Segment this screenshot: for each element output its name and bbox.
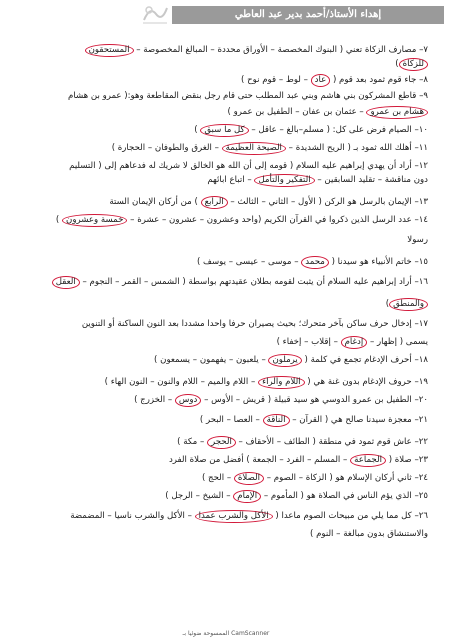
circled-answer: الناقة bbox=[263, 414, 290, 427]
question-line bbox=[22, 234, 428, 246]
question-line bbox=[22, 142, 428, 155]
circled-answer: كل ما سبق bbox=[200, 124, 248, 137]
question-line bbox=[22, 74, 428, 87]
question-line bbox=[22, 174, 428, 187]
question-text: – الطفيل بن عمرو الدوسي هو سيد قبيلة ( قريش – الأوس – bbox=[201, 395, 419, 405]
question-line bbox=[22, 106, 428, 119]
question-line bbox=[22, 490, 428, 503]
question-number: ١٥ bbox=[418, 257, 428, 267]
footer-text: CamScanner الممسوحة ضوئيا بـ bbox=[182, 630, 270, 637]
question-tail: ) bbox=[194, 125, 201, 135]
question-tail: – الشيخ – الرجل ) bbox=[165, 491, 234, 501]
question-line bbox=[22, 256, 428, 269]
circled-answer: إدغام bbox=[341, 336, 368, 349]
question-tail: – لوط – قوم نوح ) bbox=[241, 75, 311, 85]
question-number: ٢٣ bbox=[418, 455, 428, 465]
question-tail: ) من أركان الإيمان الستة bbox=[109, 197, 201, 207]
question-text: يسمى ( إظهار – bbox=[367, 337, 428, 347]
question-text: – الذي يؤم الناس في الصلاة هو ( المأموم – bbox=[261, 491, 419, 501]
circled-answer: الجماعة bbox=[350, 454, 386, 467]
header-title: إهداء الأستاذ/أحمد بدير عبد العاطي bbox=[234, 9, 382, 20]
circled-answer: التفكير والتأمل bbox=[254, 174, 314, 187]
question-number: ٢٥ bbox=[418, 491, 428, 501]
question-text: – الصيام فرض على كل: ( مسلم–بالغ – عاقل – bbox=[248, 125, 419, 135]
circled-answer: الإمام bbox=[233, 490, 261, 503]
question-tail: ) bbox=[395, 59, 399, 69]
question-line bbox=[22, 214, 428, 227]
question-number: ٢١ bbox=[418, 415, 428, 425]
circled-answer: للزكاة bbox=[399, 58, 428, 71]
question-text: – مصارف الزكاة تعني ( البنوك المخصصة – الأوراق محددة – المبالغ المخصوصة – bbox=[133, 45, 424, 55]
circled-answer: اللام والراء bbox=[258, 376, 305, 389]
question-text: – كل مما يلي من مبيحات الصوم ماعدا ( bbox=[272, 511, 419, 521]
question-number: ٢٦ bbox=[418, 511, 428, 521]
circled-answer: العقل bbox=[52, 276, 80, 289]
circled-answer: عاد bbox=[311, 74, 331, 87]
question-text: – أحرف الإدغام تجمع في كلمة ( bbox=[301, 355, 419, 365]
question-line bbox=[22, 160, 428, 172]
question-tail: – الحج ) bbox=[201, 473, 234, 483]
question-tail: – العصا – البحر ) bbox=[199, 415, 263, 425]
circled-answer: الحجر bbox=[207, 436, 236, 449]
question-number: ١٧ bbox=[418, 319, 428, 329]
question-tail: – اللام والميم – اللام والنون – النون الهاء ) bbox=[104, 377, 259, 387]
question-tail: – عثمان بن عفان – الطفيل بن عمرو ) bbox=[227, 107, 367, 117]
question-line bbox=[22, 196, 428, 209]
question-line bbox=[22, 90, 428, 102]
question-line bbox=[22, 318, 428, 330]
question-tail: – إقلاب – إخفاء ) bbox=[276, 337, 341, 347]
question-tail: – اتباع ابائهم bbox=[207, 175, 255, 185]
question-text: – صلاة ( bbox=[385, 455, 419, 465]
question-line bbox=[22, 528, 428, 540]
question-tail: ) bbox=[55, 215, 63, 225]
question-text: والاستنشاق بدون مبالغة – النوم ) bbox=[310, 529, 428, 539]
question-number: ٢٤ bbox=[418, 473, 428, 483]
circled-answer: يرملون bbox=[268, 354, 301, 367]
question-number: ١٨ bbox=[418, 355, 428, 365]
question-text: – معجزة سيدنا صالح هي ( القرآن – bbox=[289, 415, 419, 425]
question-line bbox=[22, 454, 428, 467]
question-text: – أراد إبراهيم عليه السلام أن يثبت لقومه بطلان عقيدتهم بواسطة ( الشمس – القمر – النجوم – bbox=[79, 277, 419, 287]
circled-answer: الصيحة العظيمة bbox=[222, 142, 286, 155]
circled-answer: محمد bbox=[301, 256, 329, 269]
question-text: دون مناقشة – تقليد السابقين – bbox=[314, 175, 428, 185]
question-number: ١١ bbox=[418, 143, 428, 153]
question-number: ١٢ bbox=[418, 161, 428, 171]
circled-answer: والمنطق bbox=[389, 298, 428, 311]
question-text: – عدد الرسل الذين ذكروا في القرآن الكريم (واحد وعشرون – عشرون – عشرة – bbox=[127, 215, 419, 225]
question-number: ١٤ bbox=[418, 215, 428, 225]
scanner-footer bbox=[0, 630, 452, 637]
circled-answer: الأكل والشرب عمدا bbox=[195, 510, 273, 523]
question-tail: ) bbox=[385, 299, 390, 309]
question-number: ١٦ bbox=[418, 277, 428, 287]
question-tail: – المسلم – الفرد – الجمعة ) أفضل من صلاة الفرد bbox=[168, 455, 351, 465]
question-number: ٢٢ bbox=[418, 437, 428, 447]
circled-answer: المستحقون bbox=[85, 44, 134, 57]
question-tail: – مكة ) bbox=[177, 437, 207, 447]
circled-answer: الرابع bbox=[201, 196, 228, 209]
question-tail: – يلعبون – يفهمون – يسمعون ) bbox=[154, 355, 269, 365]
question-tail: – الخزرج ) bbox=[134, 395, 175, 405]
question-text: – أهلك الله ثمود بـ ( الريح الشديدة – bbox=[285, 143, 419, 153]
question-line bbox=[22, 414, 428, 427]
question-tail: – الغرق والطوفان – الحجارة ) bbox=[111, 143, 222, 153]
question-text: – جاء قوم ثمود بعد قوم ( bbox=[330, 75, 424, 85]
logo-icon bbox=[140, 2, 170, 26]
question-line bbox=[22, 376, 428, 389]
question-text: – خاتم الأنبياء هو سيدنا ( bbox=[328, 257, 419, 267]
question-tail: – الأكل والشرب ناسيا – المضمضة bbox=[70, 511, 195, 521]
question-text: رسولا bbox=[407, 235, 428, 245]
circled-answer: خمسة وعشرون bbox=[62, 214, 127, 227]
page-header bbox=[172, 6, 444, 24]
question-line bbox=[22, 124, 428, 137]
question-text: – حروف الإدغام بدون غنة هي ( bbox=[304, 377, 419, 387]
question-line bbox=[22, 354, 428, 367]
question-line bbox=[22, 58, 428, 71]
question-number: ١٣ bbox=[418, 197, 428, 207]
question-line bbox=[22, 276, 428, 289]
question-text: – ثاني أركان الإسلام هو ( الزكاة – الصوم – bbox=[263, 473, 419, 483]
circled-answer: الصلاة bbox=[234, 472, 264, 485]
question-tail: – موسى – عيسى – يوسف ) bbox=[196, 257, 302, 267]
question-text: – أراد أن يهدي إبراهيم عليه السلام ( قومه إلى أن الله هو الخالق لا شريك له فدعاهم إلى ( التسليم bbox=[69, 161, 419, 171]
question-line bbox=[22, 44, 428, 57]
question-line bbox=[22, 336, 428, 349]
question-number: ٨ bbox=[423, 75, 428, 85]
question-number: ٢٠ bbox=[418, 395, 428, 405]
question-number: ٩ bbox=[423, 91, 428, 101]
question-text: – الإيمان بالرسل هو الركن ( الأول – الثاني – الثالث – bbox=[227, 197, 419, 207]
question-line bbox=[22, 472, 428, 485]
question-number: ١٩ bbox=[418, 377, 428, 387]
question-line bbox=[22, 298, 428, 311]
question-text: – عاش قوم ثمود في منطقة ( الطائف – الأحقاف – bbox=[235, 437, 419, 447]
circled-answer: دوس bbox=[175, 394, 201, 407]
question-line bbox=[22, 394, 428, 407]
question-number: ٧ bbox=[423, 45, 428, 55]
circled-answer: هشام بن عمرو bbox=[366, 106, 428, 119]
question-text: – إدخال حرف ساكن بآخر متحرك؛ بحيث يصيران حرفا واحدا مشددا بعد النون الساكنة أو التنوين bbox=[81, 319, 419, 329]
question-line bbox=[22, 436, 428, 449]
question-line bbox=[22, 510, 428, 523]
question-number: ١٠ bbox=[418, 125, 428, 135]
question-text: – قاطع المشركون بني هاشم وبني عبد المطلب حتى قام رجل بنقض المقاطعة وهو:( عمرو بن هشام bbox=[68, 91, 424, 101]
